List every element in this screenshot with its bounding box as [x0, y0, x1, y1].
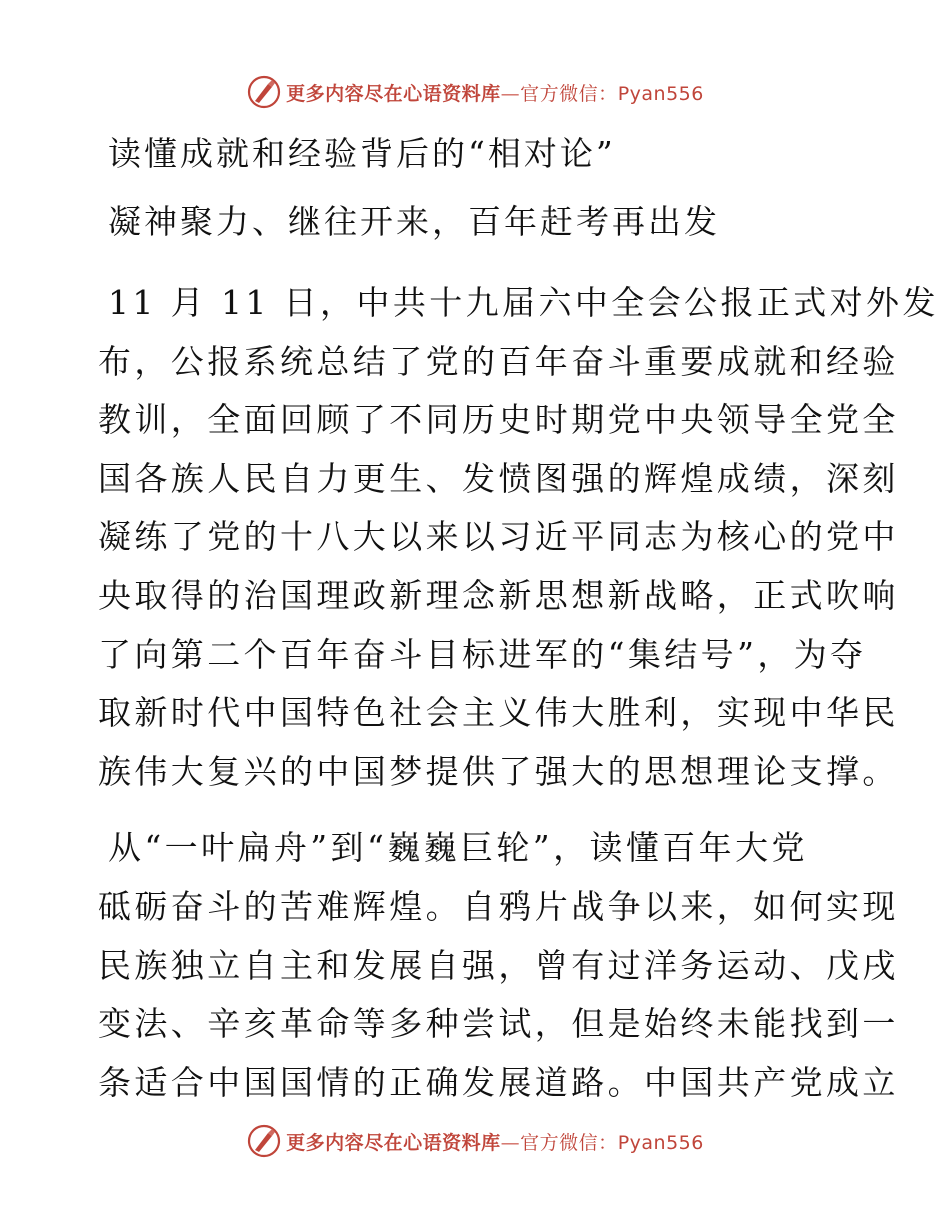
text-line: 砥砺奋斗的苦难辉煌。自鸦片战争以来，如何实现 — [98, 886, 899, 926]
document-body — [98, 120, 939, 1112]
text-line: 凝练了党的十八大以来以习近平同志为核心的党中 — [98, 517, 899, 557]
paragraph-2 — [98, 819, 899, 1112]
text-line: 国各族人民自力更生、发愤图强的辉煌成绩，深刻 — [98, 458, 899, 498]
text-line: 从“一叶扁舟”到“巍巍巨轮”，读懂百年大党 — [108, 828, 808, 868]
pen-feather-icon — [246, 74, 282, 110]
text-line: 了向第二个百年奋斗目标进军的“集结号”，为夺 — [98, 634, 867, 674]
text-line: 取新时代中国特色社会主义伟大胜利，实现中华民 — [98, 693, 899, 733]
text-line: 教训，全面回顾了不同历史时期党中央领导全党全 — [98, 400, 899, 440]
text-line: 民族独立自主和发展自强，曾有过洋务运动、戊戌 — [98, 945, 899, 985]
text-line: 布，公报系统总结了党的百年奋斗重要成就和经验 — [98, 341, 899, 381]
paragraph-1 — [98, 274, 939, 801]
document-title: 读懂成就和经验背后的“相对论” — [108, 134, 616, 173]
document-subtitle: 凝神聚力、继往开来，百年赶考再出发 — [108, 202, 720, 241]
pen-feather-icon — [246, 1123, 282, 1159]
text-line: 央取得的治国理政新理念新思想新战略，正式吹响 — [98, 575, 899, 615]
footer-watermark — [0, 1121, 950, 1161]
text-line: 条适合中国国情的正确发展道路。中国共产党成立 — [98, 1062, 899, 1102]
text-line: 11 月 11 日，中共十九届六中全会公报正式对外发 — [108, 283, 939, 322]
watermark-text: 更多内容尽在心语资料库—官方微信：Pyan556 — [286, 82, 704, 105]
text-line: 族伟大复兴的中国梦提供了强大的思想理论支撑。 — [98, 751, 899, 791]
watermark-text: 更多内容尽在心语资料库—官方微信：Pyan556 — [286, 1131, 704, 1154]
header-watermark — [0, 72, 950, 112]
text-line: 变法、辛亥革命等多种尝试，但是始终未能找到一 — [98, 1004, 899, 1044]
